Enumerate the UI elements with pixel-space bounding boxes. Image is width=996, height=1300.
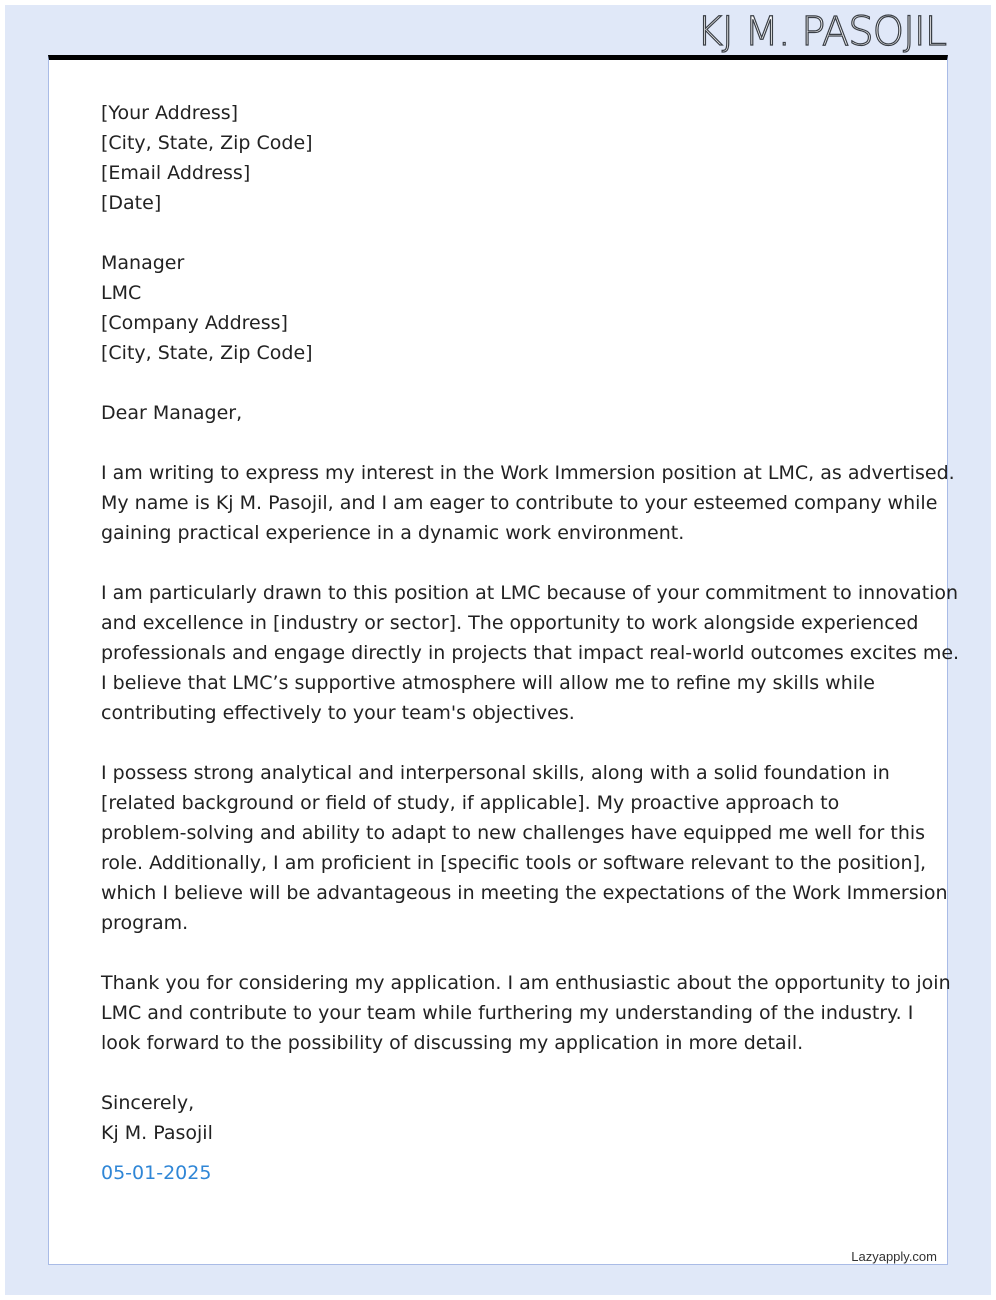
paragraph-line: problem-solving and ability to adapt to new challenges have equipped me well for this: [101, 822, 926, 844]
letter-page: [48, 55, 960, 1265]
paragraph-line: I am writing to express my interest in the Work Immersion position at LMC, as advertised.: [101, 462, 955, 484]
paragraph-line: which I believe will be advantageous in meeting the expectations of the Work Immersion: [101, 882, 948, 904]
paragraph-line: [related background or field of study, if applicable]. My proactive approach to: [101, 792, 840, 814]
signature-name: Kj M. Pasojil: [101, 1122, 213, 1144]
recipient-city-state-zip: [City, State, Zip Code]: [101, 342, 313, 364]
paragraph-line: My name is Kj M. Pasojil, and I am eager to contribute to your esteemed company while: [101, 492, 938, 514]
applicant-name-heading: KJ M. PASOJIL: [696, 9, 946, 55]
paragraph-closing: [101, 968, 951, 1058]
sender-block: [101, 98, 901, 218]
cover-letter-body: [101, 98, 960, 1188]
paragraph-line: role. Additionally, I am proficient in [specific tools or software relevant to the position],: [101, 852, 927, 874]
signed-date: 05-01-2025: [101, 1162, 212, 1184]
sender-city-state-zip: [City, State, Zip Code]: [101, 132, 313, 154]
paragraph-motivation: [101, 578, 960, 728]
recipient-company: LMC: [101, 282, 142, 304]
recipient-title: Manager: [101, 252, 185, 274]
paragraph-line: Thank you for considering my application. I am enthusiastic about the opportunity to join: [101, 972, 951, 994]
paragraph-line: program.: [101, 912, 189, 934]
recipient-block: [101, 248, 901, 368]
sender-email: [Email Address]: [101, 162, 251, 184]
paragraph-skills: [101, 758, 948, 938]
salutation: [101, 398, 901, 428]
paragraph-line: I possess strong analytical and interpersonal skills, along with a solid foundation in: [101, 762, 890, 784]
paragraph-line: contributing effectively to your team's objectives.: [101, 702, 575, 724]
paragraph-intro: [101, 458, 955, 548]
paragraph-line: I believe that LMC’s supportive atmosphere will allow me to refine my skills while: [101, 672, 875, 694]
paragraph-line: LMC and contribute to your team while furthering my understanding of the industry. I: [101, 1002, 914, 1024]
watermark: Lazyapply.com: [851, 1249, 937, 1264]
paragraph-line: look forward to the possibility of discussing my application in more detail.: [101, 1032, 804, 1054]
salutation-text: Dear Manager,: [101, 402, 243, 424]
signature-block: [101, 1088, 901, 1188]
paragraph-line: gaining practical experience in a dynamic work environment.: [101, 522, 685, 544]
recipient-company-address: [Company Address]: [101, 312, 288, 334]
paragraph-line: and excellence in [industry or sector]. The opportunity to work alongside experienced: [101, 612, 919, 634]
closing-text: Sincerely,: [101, 1092, 195, 1114]
paragraph-line: I am particularly drawn to this position at LMC because of your commitment to innovation: [101, 582, 959, 604]
sender-address: [Your Address]: [101, 102, 239, 124]
paragraph-line: professionals and engage directly in projects that impact real-world outcomes excites me.: [101, 642, 960, 664]
sender-date: [Date]: [101, 192, 162, 214]
